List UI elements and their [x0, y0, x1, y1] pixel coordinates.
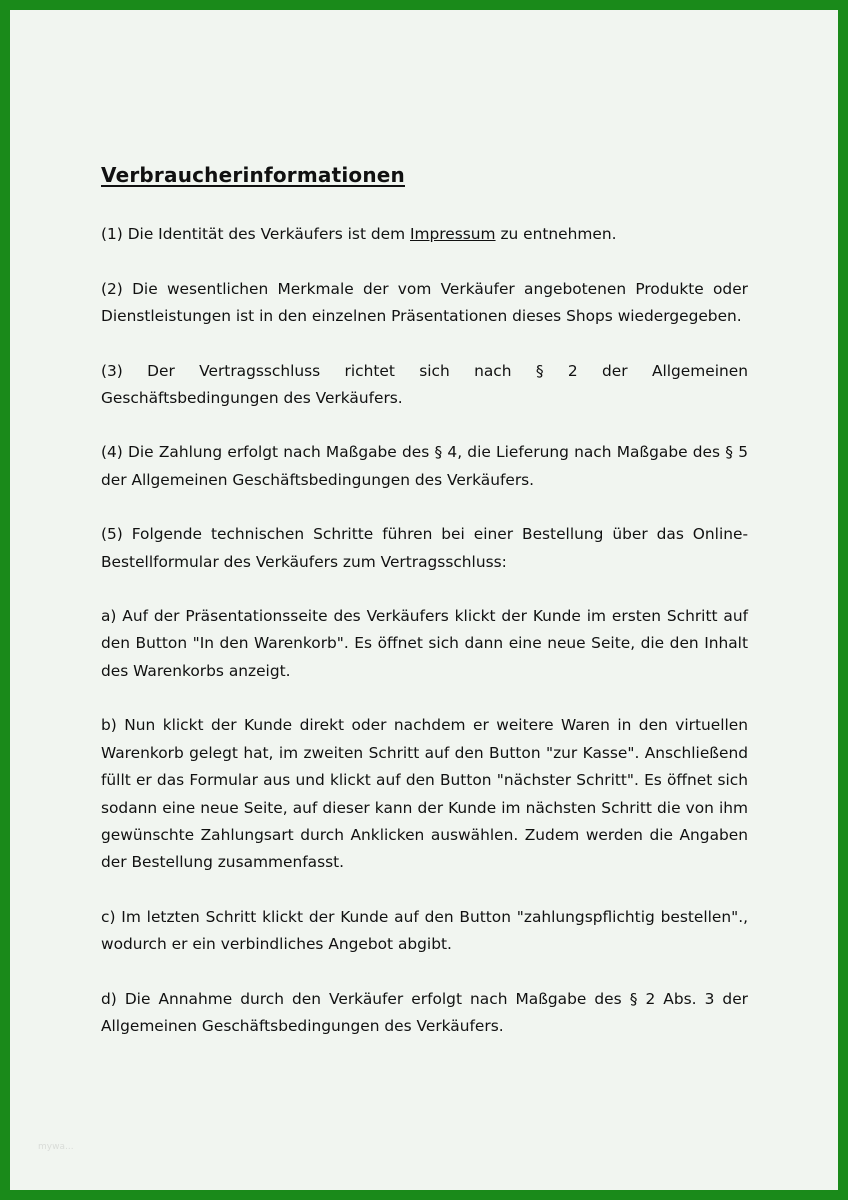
paragraph-a: a) Auf der Präsentationsseite des Verkäufers klickt der Kunde im ersten Schritt auf den Button "In den Warenkorb". Es öffnet sich dann eine neue Seite, die den Inhalt des Warenkorbs anzeigt.: [101, 607, 748, 680]
watermark: mywa...: [38, 1142, 74, 1152]
document-content: [101, 162, 748, 1067]
paragraph-1-text-after: zu entnehmen.: [495, 225, 617, 244]
paragraph-c: c) Im letzten Schritt klickt der Kunde auf den Button "zahlungspflichtig bestellen"., wodurch er ein verbindliches Angebot abgibt.: [101, 907, 748, 954]
document-page: [10, 10, 838, 1190]
paragraph-3: (3) Der Vertragsschluss richtet sich nach § 2 der Allgemeinen Geschäftsbedingungen des Verkäufers.: [101, 361, 748, 408]
paragraph-4: (4) Die Zahlung erfolgt nach Maßgabe des § 4, die Lieferung nach Maßgabe des § 5 der Allgemeinen Geschäftsbedingungen des Verkäufers.: [101, 443, 748, 489]
paragraph-b: b) Nun klickt der Kunde direkt oder nachdem er weitere Waren in den virtuellen Warenkorb gelegt hat, im zweiten Schritt auf den Button "zur Kasse". Anschließend füllt er das Formular aus und klickt auf den Button "nächster Schritt". Es öffnet sich sodann eine neue Seite, auf dieser kann der Kunde im nächsten Schritt die von ihm gewünschte Zahlungsart durch Anklicken auswählen. Zudem werden die Angaben der Bestellung zusammenfasst.: [101, 716, 748, 872]
paragraph-1-text-before: (1) Die Identität des Verkäufers ist dem: [101, 225, 410, 244]
impressum-link[interactable]: Impressum: [410, 225, 496, 244]
paragraph-1: [101, 221, 748, 248]
paragraph-d: d) Die Annahme durch den Verkäufer erfolgt nach Maßgabe des § 2 Abs. 3 der Allgemeinen Geschäftsbedingungen des Verkäufers.: [101, 989, 748, 1035]
page-title: Verbraucherinformationen: [101, 163, 405, 187]
paragraph-5: (5) Folgende technischen Schritte führen bei einer Bestellung über das Online-Bestellformular des Verkäufers zum Vertragsschluss:: [101, 525, 748, 571]
paragraph-2: (2) Die wesentlichen Merkmale der vom Verkäufer angebotenen Produkte oder Dienstleistungen ist in den einzelnen Präsentationen dieses Shops wiedergegeben.: [101, 279, 748, 326]
